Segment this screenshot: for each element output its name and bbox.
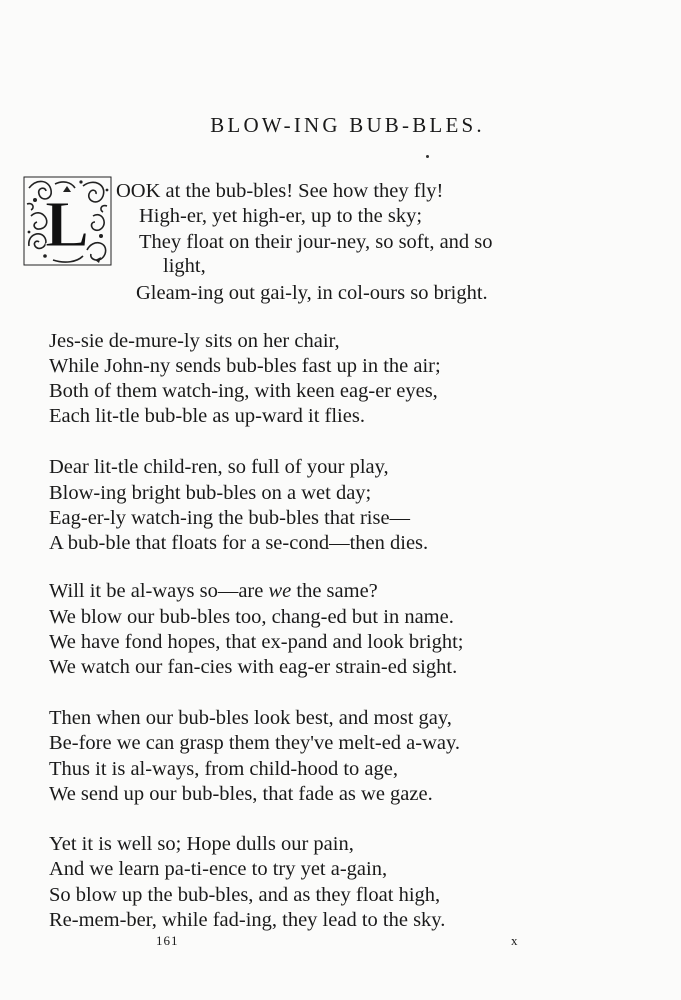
poem-line: We watch our fan-cies with eag-er strain-ed sight. <box>49 656 458 678</box>
poem-line: We send up our bub-bles, that fade as we gaze. <box>49 783 433 805</box>
poem-line: Re-mem-ber, while fad-ing, they lead to the sky. <box>49 909 446 931</box>
drop-cap-letter: L <box>44 188 90 261</box>
poem-line: Then when our bub-bles look best, and most gay, <box>49 707 452 729</box>
signature-mark: x <box>511 933 519 948</box>
poem-line: Eag-er-ly watch-ing the bub-bles that rise— <box>49 507 411 529</box>
poem-line: light, <box>163 255 206 277</box>
poem-line: Gleam-ing out gai-ly, in col-ours so bright. <box>136 282 488 304</box>
drop-cap-ornament <box>23 176 112 266</box>
poem-line: We have fond hopes, that ex-pand and look bright; <box>49 631 464 653</box>
poem-line: Blow-ing bright bub-bles on a wet day; <box>49 482 372 504</box>
poem-line: Yet it is well so; Hope dulls our pain, <box>49 833 354 855</box>
poem-line: While John-ny sends bub-bles fast up in the air; <box>49 355 441 377</box>
poem-line: A bub-ble that floats for a se-cond—then dies. <box>49 532 429 554</box>
poem-line: Both of them watch-ing, with keen eag-er eyes, <box>49 380 438 402</box>
poem-line: Jes-sie de-mure-ly sits on her chair, <box>49 330 340 352</box>
ornament-dot <box>426 155 429 158</box>
poem-line: They float on their jour-ney, so soft, and so <box>139 231 493 253</box>
poem-line: So blow up the bub-bles, and as they float high, <box>49 884 441 906</box>
poem-line: We blow our bub-bles too, chang-ed but in name. <box>49 606 454 628</box>
poem-line: Dear lit-tle child-ren, so full of your play, <box>49 456 389 478</box>
page-number: 161 <box>156 933 179 948</box>
poem-line: And we learn pa-ti-ence to try yet a-gain, <box>49 858 388 880</box>
poem-line: High-er, yet high-er, up to the sky; <box>139 205 423 227</box>
poem-line: Thus it is al-ways, from child-hood to age, <box>49 758 399 780</box>
poem-line: Each lit-tle bub-ble as up-ward it flies. <box>49 405 365 427</box>
poem-line: Be-fore we can grasp them they've melt-ed a-way. <box>49 732 461 754</box>
poem-line: Will it be al-ways so—are we the same? <box>49 580 378 602</box>
poem-line: OOK at the bub-bles! See how they fly! <box>116 180 444 202</box>
poem-title: BLOW-ING BUB-BLES. <box>210 113 485 137</box>
